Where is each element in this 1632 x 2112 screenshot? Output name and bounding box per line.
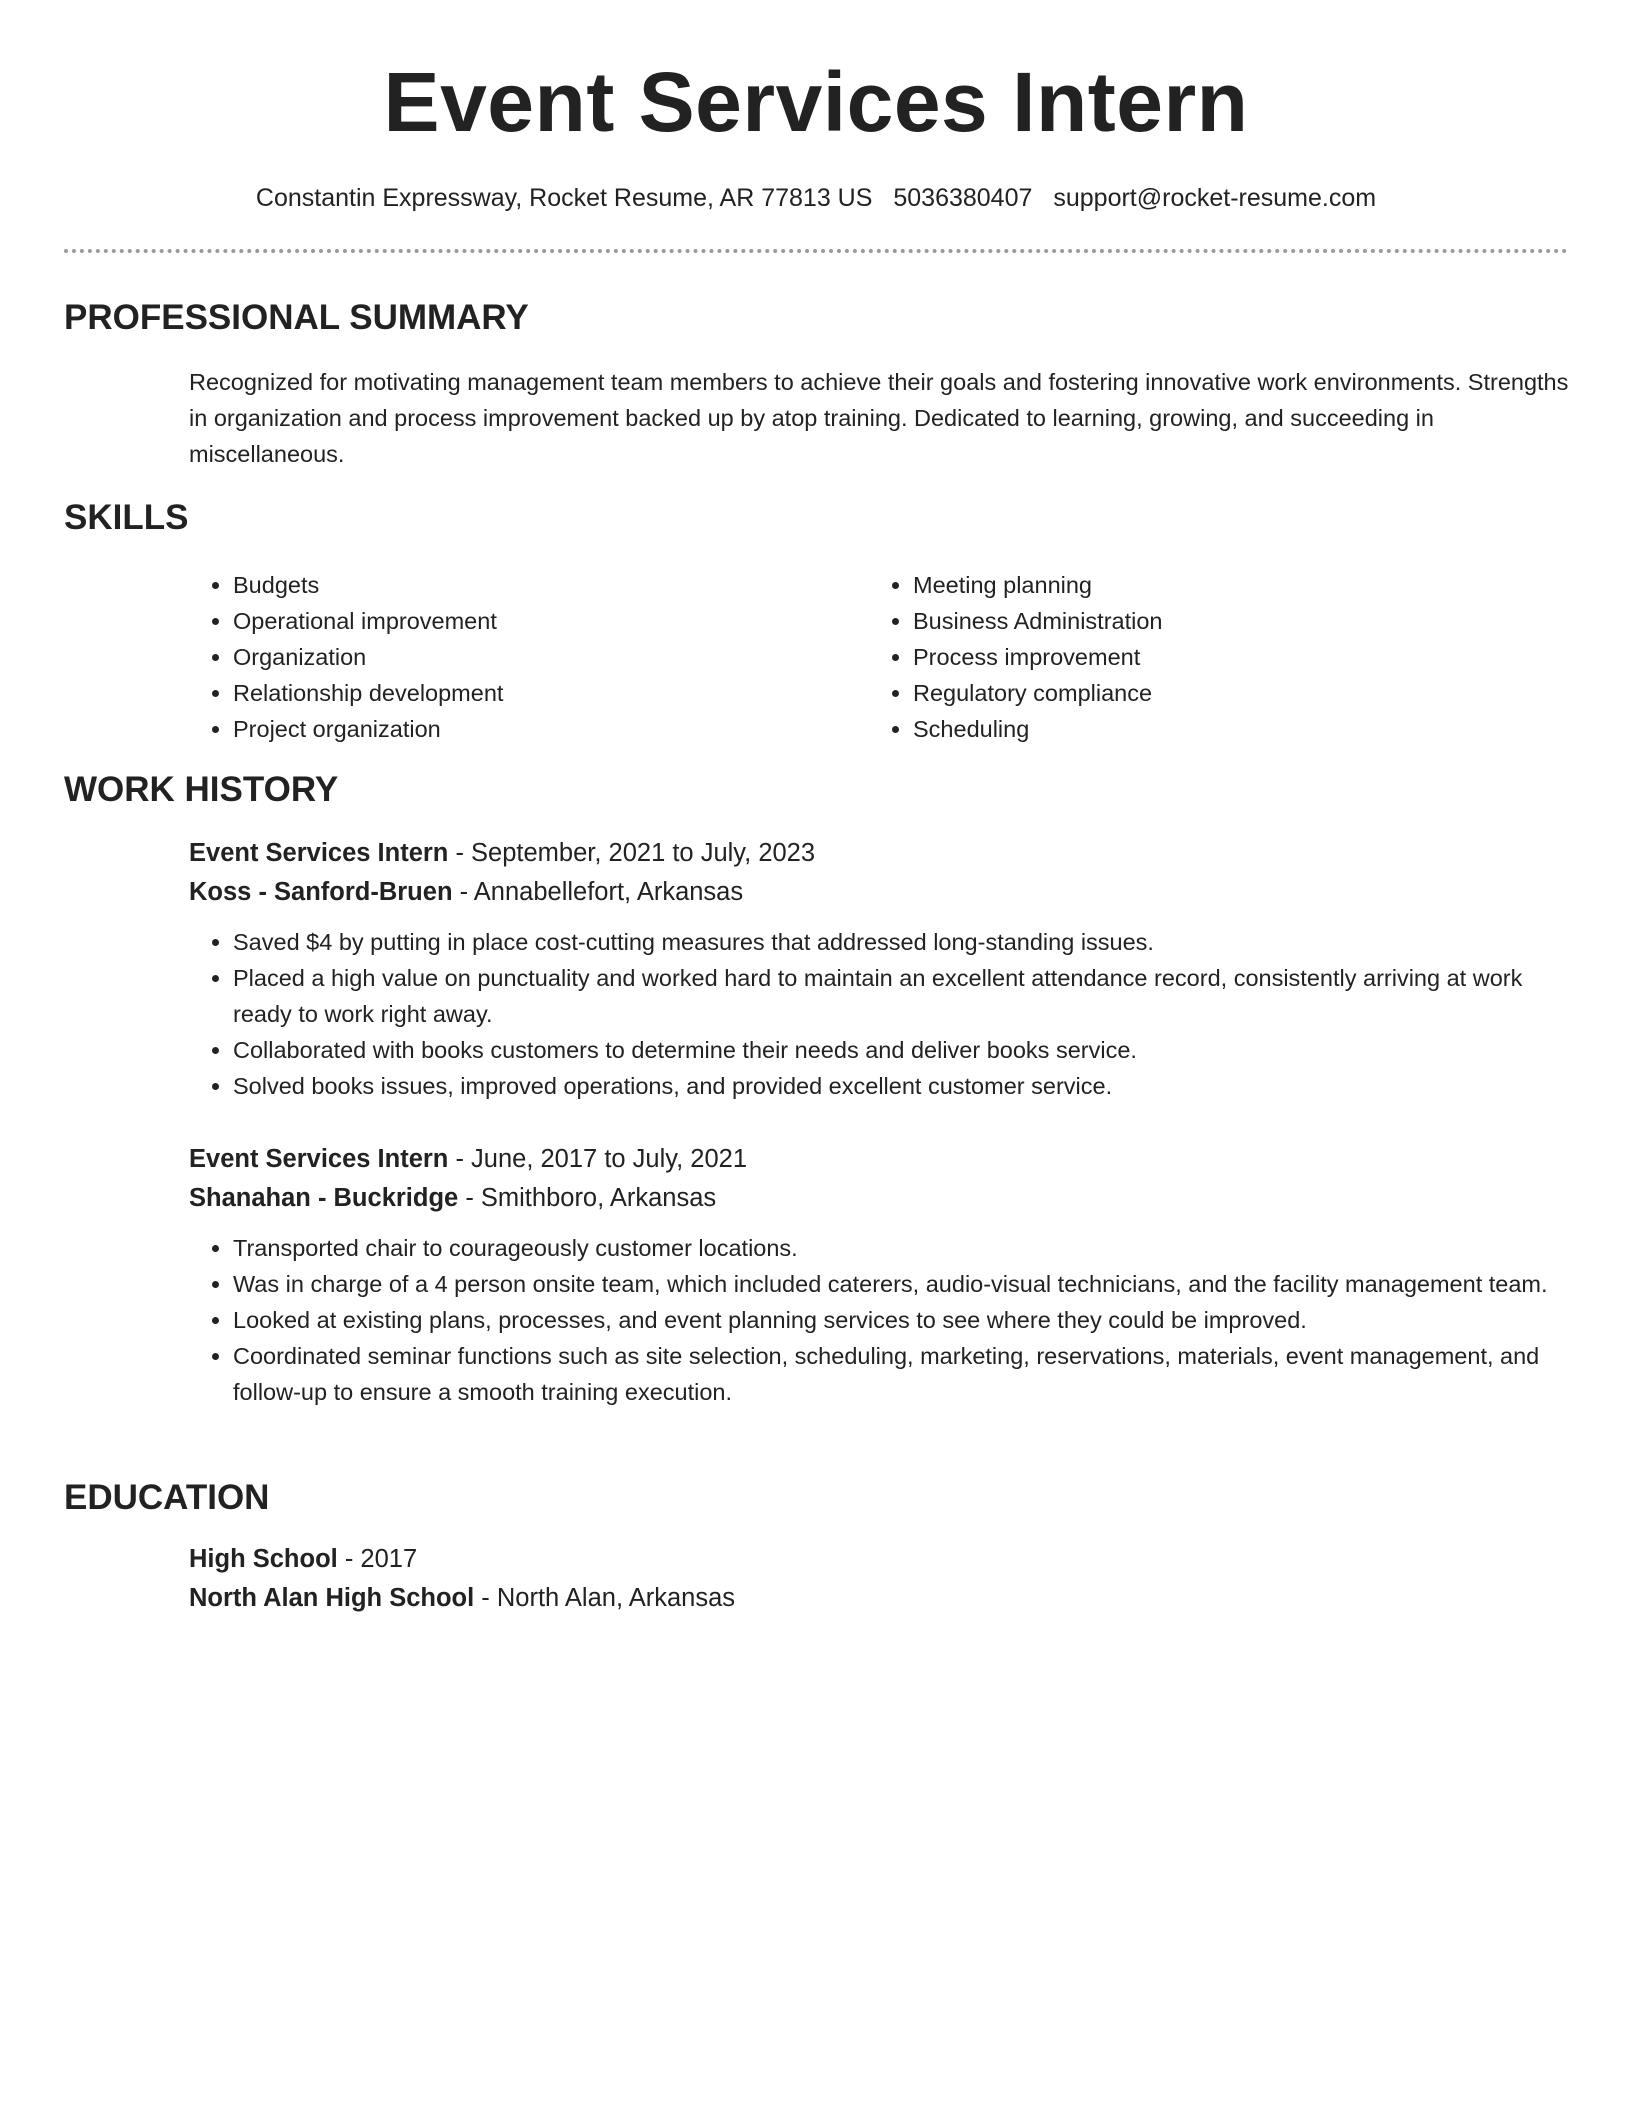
resume-name: Event Services Intern [383,55,1249,149]
job-location: - Annabellefort, Arkansas [452,878,744,906]
job-company: Shanahan - Buckridge [189,1184,459,1212]
job-dates: - September, 2021 to July, 2023 [448,839,816,867]
skills-column-right [869,567,1549,747]
job-bullet: • Placed a high value on punctuality and worked hard to maintain an excellent attendance record, consistently arriving at work ready to work right away. [233,960,1569,1032]
job-entry [189,1140,1569,1410]
skill-item: • Operational improvement [233,603,869,639]
job-bullet: • Collaborated with books customers to determine their needs and deliver books service. [233,1032,1569,1068]
skill-item: • Budgets [233,567,869,603]
skills-list [189,567,1569,747]
contact-phone: 5036380407 [893,184,1033,212]
job-company-line [189,873,1569,912]
contact-email: support@rocket-resume.com [1053,184,1377,212]
job-bullet: • Solved books issues, improved operations, and provided excellent customer service. [233,1068,1569,1104]
job-role: Event Services Intern [189,1145,449,1173]
job-title-line [189,834,1569,873]
header-divider [64,249,1568,253]
summary-text: Recognized for motivating management team members to achieve their goals and fostering innovative work environments. Strengths in organization and process improvement backed up by atop training. Dedicated to learning, growing, and succeeding in miscellaneous. [189,369,1569,467]
contact-address: Constantin Expressway, Rocket Resume, AR 77813 US [255,184,873,212]
skill-item: • Scheduling [913,711,1549,747]
job-bullet: • Looked at existing plans, processes, and event planning services to see where they could be improved. [233,1302,1569,1338]
job-bullet: • Transported chair to courageously customer locations. [233,1230,1569,1266]
job-bullet: • Coordinated seminar functions such as site selection, scheduling, marketing, reservations, materials, event management, and follow-up to ensure a smooth training execution. [233,1338,1569,1410]
education-degree-line [189,1540,1569,1579]
skill-item: • Organization [233,639,869,675]
education-location: - North Alan, Arkansas [474,1584,736,1612]
skill-item: • Process improvement [913,639,1549,675]
education-school-line [189,1579,1569,1618]
job-company: Koss - Sanford-Bruen [189,878,453,906]
job-bullet: • Was in charge of a 4 person onsite team, which included caterers, audio-visual technicians, and the facility management team. [233,1266,1569,1302]
job-bullet: • Saved $4 by putting in place cost-cutting measures that addressed long-standing issues. [233,924,1569,960]
section-title-summary: PROFESSIONAL SUMMARY [64,298,529,337]
contact-line [0,180,1632,216]
education-year: - 2017 [337,1545,418,1573]
section-title-education: EDUCATION [64,1478,270,1517]
skill-item: • Project organization [233,711,869,747]
job-title-line [189,1140,1569,1179]
education-entry [189,1540,1569,1618]
skills-column-left [189,567,869,747]
skill-item: • Business Administration [913,603,1549,639]
job-location: - Smithboro, Arkansas [458,1184,717,1212]
job-bullets [189,1230,1569,1410]
skill-item: • Regulatory compliance [913,675,1549,711]
job-company-line [189,1179,1569,1218]
job-role: Event Services Intern [189,839,449,867]
job-entry [189,834,1569,1104]
job-dates: - June, 2017 to July, 2021 [448,1145,748,1173]
skill-item: • Relationship development [233,675,869,711]
skill-item: • Meeting planning [913,567,1549,603]
job-bullets [189,924,1569,1104]
section-title-work-history: WORK HISTORY [64,770,339,809]
section-title-skills: SKILLS [64,498,189,537]
education-school: North Alan High School [189,1584,475,1612]
education-degree: High School [189,1545,338,1573]
